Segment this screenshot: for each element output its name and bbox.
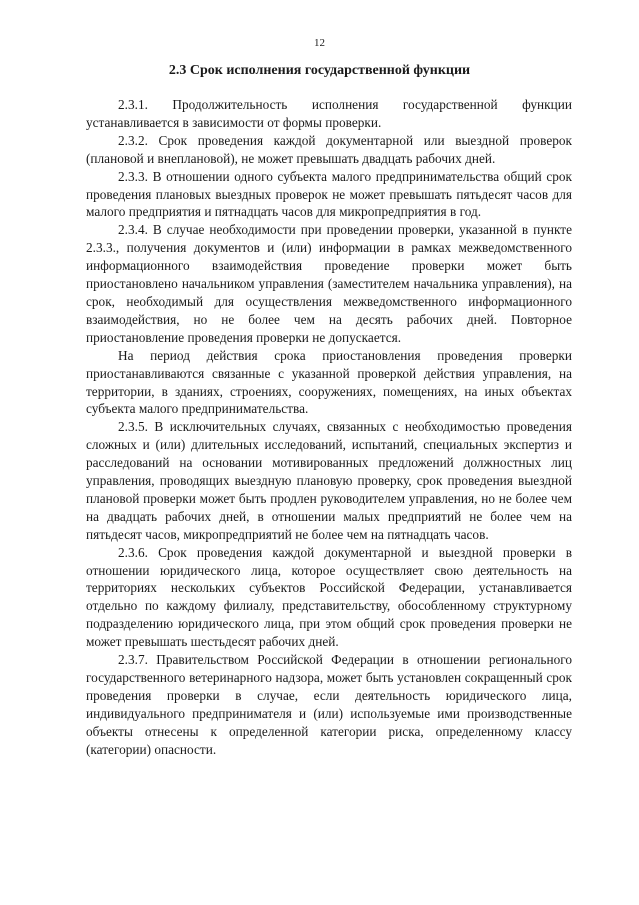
paragraph-2-3-1: 2.3.1. Продолжительность исполнения государственной функции устанавливается в зависимости от формы проверки. xyxy=(86,97,572,130)
paragraph-2-3-3: 2.3.3. В отношении одного субъекта малого предпринимательства общий срок проведения плановых выездных проверок не может превышать пятьдесят часов для малого предприятия и пятнадцать часов для микропредприятия в год. xyxy=(86,168,572,220)
section-title: 2.3 Срок исполнения государственной функции xyxy=(168,63,471,78)
paragraph-suspension-period: На период действия срока приостановления проведения проверки приостанавливаются связанные с указанной проверкой действия управления, на территории, в зданиях, строениях, сооружениях, помещениях, на иных объектах субъекта малого предпринимательства. xyxy=(86,347,572,417)
paragraph-2-3-4: 2.3.4. В случае необходимости при проведении проверки, указанной в пункте 2.3.3., получения документов и (или) информации в рамках межведомственного информационного взаимодействия проведение проверки может быть приостановлено начальником управления (заместителем начальника управления), на срок, необходимый для осуществления межведомственного информационного взаимодействия, но не более чем на десять рабочих дней. Повторное приостановление проведения проверки не допускается. xyxy=(86,222,572,345)
paragraph-2-3-2: 2.3.2. Срок проведения каждой документарной или выездной проверок (плановой и внеплановой), не может превышать двадцать рабочих дней. xyxy=(86,132,572,166)
page-number: 12 xyxy=(314,37,325,49)
paragraph-2-3-7: 2.3.7. Правительством Российской Федерации в отношении регионального государственного ветеринарного надзора, может быть установлен сокращенный срок проведения проверки в случае, если деятельность юридического лица, индивидуального предпринимателя и (или) используемые ими производственные объекты отнесены к определенной категории риска, определенному классу (категории) опасности. xyxy=(86,652,572,757)
body-text xyxy=(86,96,572,759)
paragraph-2-3-6: 2.3.6. Срок проведения каждой документарной и выездной проверки в отношении юридического лица, которое осуществляет свою деятельность на территориях нескольких субъектов Российской Федерации, устанавливается отдельно по каждому филиалу, представительству, обособленному структурному подразделению юридического лица, при этом общий срок проведения проверки не может превышать шестьдесят рабочих дней. xyxy=(86,544,572,650)
paragraph-2-3-5: 2.3.5. В исключительных случаях, связанных с необходимостью проведения сложных и (или) длительных исследований, испытаний, специальных экспертиз и расследований на основании мотивированных предложений должностных лиц управления, проводящих выездную плановую проверку, срок проведения выездной плановой проверки может быть продлен руководителем управления, но не более чем на двадцать рабочих дней, в отношении малых предприятий не более чем на пятьдесят часов, микропредприятий не более чем на пятнадцать часов. xyxy=(86,419,572,542)
